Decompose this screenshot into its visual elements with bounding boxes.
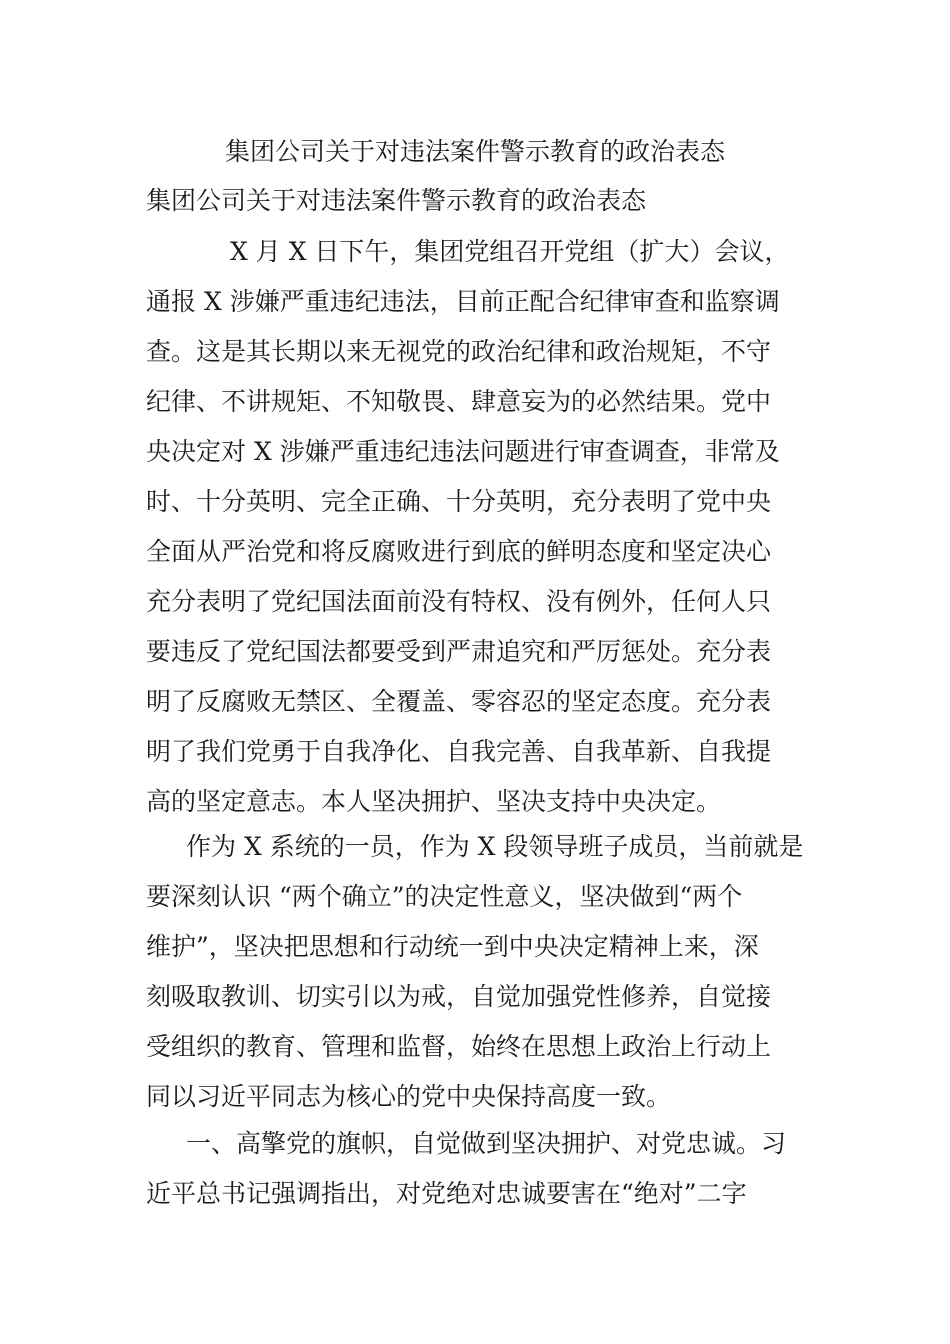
paragraph-line: 全面从严治党和将反腐败进行到底的鲜明态度和坚定决心 (146, 537, 772, 566)
paragraph-line: 要违反了党纪国法都要受到严肃追究和严厉惩处。充分表 (146, 637, 772, 666)
paragraph-line: 一、高擎党的旗帜，自觉做到坚决拥护、对党忠诚。习 (186, 1129, 787, 1158)
paragraph-line: 刻吸取教训、切实引以为戒，自觉加强党性修养，自觉接 (146, 982, 772, 1011)
paragraph-line: X 月 X 日下午，集团党组召开党组（扩大）会议， (230, 237, 790, 266)
paragraph-line: 充分表明了党纪国法面前没有特权、没有例外，任何人只 (146, 587, 772, 616)
paragraph-line: 通报 X 涉嫌严重违纪违法，目前正配合纪律审查和监察调 (146, 287, 780, 316)
paragraph-line: 明了反腐败无禁区、全覆盖、零容忍的坚定态度。充分表 (146, 687, 772, 716)
paragraph-3 (146, 1119, 806, 1219)
paragraph-line: 同以习近平同志为核心的党中央保持高度一致。 (146, 1082, 672, 1111)
document-title-centered: 集团公司关于对违法案件警示教育的政治表态 (224, 137, 725, 166)
paragraph-line: 高的坚定意志。本人坚决拥护、坚决支持中央决定。 (146, 787, 722, 816)
paragraph-line: 央决定对 X 涉嫌严重违纪违法问题进行审查调查，非常及 (146, 437, 780, 466)
paragraph-line: 时、十分英明、完全正确、十分英明，充分表明了党中央 (146, 487, 772, 516)
paragraph-line: 近平总书记强调指出，对党绝对忠诚要害在“绝对”二字 (146, 1179, 747, 1208)
paragraph-line: 明了我们党勇于自我净化、自我完善、自我革新、自我提 (146, 737, 772, 766)
paragraph-2 (146, 822, 806, 1122)
paragraph-line: 查。这是其长期以来无视党的政治纪律和政治规矩，不守 (146, 337, 772, 366)
paragraph-line: 要深刻认识 “两个确立”的决定性意义，坚决做到“两个 (146, 882, 743, 911)
paragraph-1 (146, 227, 806, 827)
paragraph-line: 作为 X 系统的一员，作为 X 段领导班子成员，当前就是 (186, 832, 804, 861)
paragraph-line: 维护”，坚决把思想和行动统一到中央决定精神上来，深 (146, 932, 759, 961)
paragraph-line: 受组织的教育、管理和监督，始终在思想上政治上行动上 (146, 1032, 772, 1061)
document-title-left: 集团公司关于对违法案件警示教育的政治表态 (146, 186, 647, 215)
paragraph-line: 纪律、不讲规矩、不知敬畏、肆意妄为的必然结果。党中 (146, 387, 772, 416)
